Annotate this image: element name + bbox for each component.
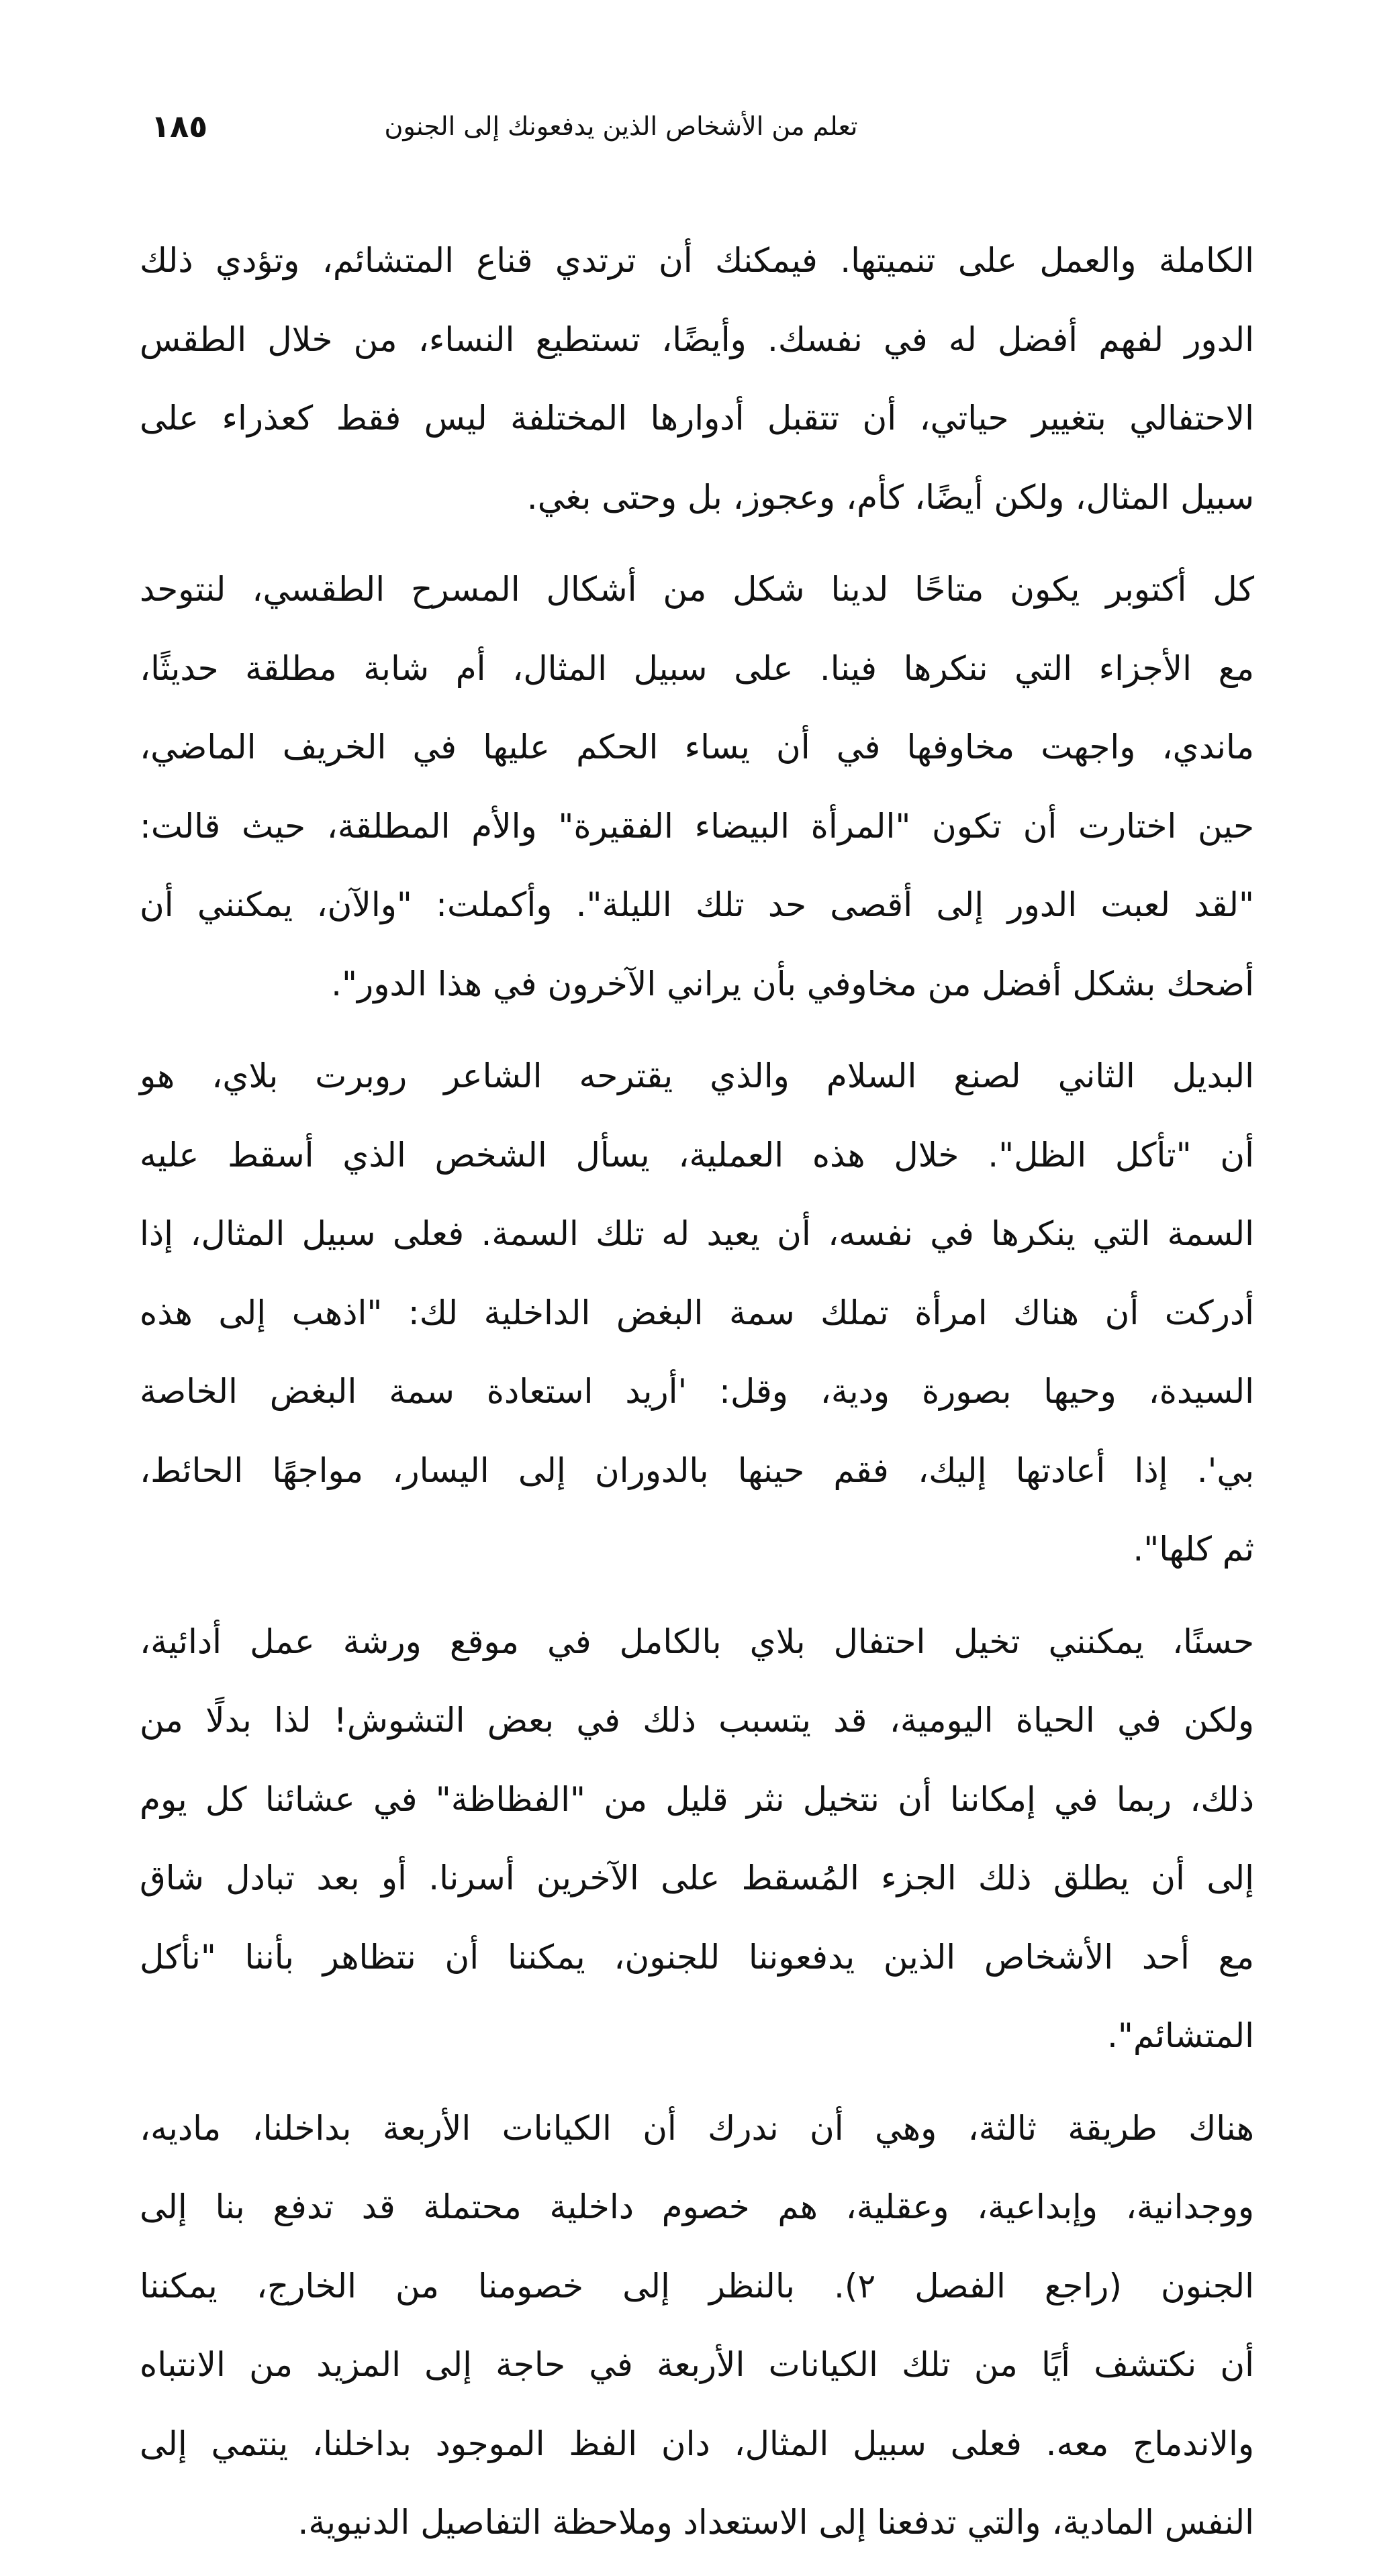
text-line: مع الأجزاء التي ننكرها فينا. على سبيل المثال، أم شابة مطلقة حديثًا، — [140, 648, 1254, 688]
text-line: إلى أن يطلق ذلك الجزء المُسقط على الآخرين أسرنا. أو بعد تبادل شاق — [140, 1859, 1254, 1897]
text-line: كل أكتوبر يكون متاحًا لدينا شكل من أشكال المسرح الطقسي، لنتوحد — [140, 570, 1254, 609]
text-line: ووجدانية، وإبداعية، وعقلية، هم خصوم داخلية محتملة قد تدفع بنا إلى — [140, 2187, 1254, 2226]
text-line: والاندماج معه. فعلى سبيل المثال، دان الفظ الموجود بداخلنا، ينتمي إلى — [140, 2424, 1254, 2463]
text-line: النفس المادية، والتي تدفعنا إلى الاستعداد وملاحظة التفاصيل الدنيوية. — [297, 2503, 1254, 2542]
paragraph — [140, 550, 1254, 1024]
text-line: بي'. إذا أعادتها إليك، فقم حينها بالدوران إلى اليسار، مواجهًا الحائط، — [140, 1450, 1254, 1490]
text-line: ذلك، ربما في إمكاننا أن نتخيل نثر قليل من "الفظاظة" في عشائنا كل يوم — [140, 1779, 1254, 1819]
text-line: السمة التي ينكرها في نفسه، أن يعيد له تلك السمة. فعلى سبيل المثال، إذا — [140, 1214, 1254, 1253]
text-line: الجنون (راجع الفصل ٢). بالنظر إلى خصومنا من الخارج، يمكننا — [140, 2266, 1254, 2306]
text-line: أضحك بشكل أفضل من مخاوفي بأن يراني الآخرون في هذا الدور". — [331, 964, 1254, 1003]
text-line: الدور لفهم أفضل له في نفسك. وأيضًا، تستطيع النساء، من خلال الطقس — [140, 319, 1254, 359]
text-line: المتشائم". — [1106, 2016, 1254, 2055]
text-line: البديل الثاني لصنع السلام والذي يقترحه الشاعر روبرت بلاي، هو — [140, 1056, 1254, 1095]
text-line: ولكن في الحياة اليومية، قد يتسبب ذلك في بعض التشوش! لذا بدلًا من — [140, 1701, 1254, 1740]
text-line: أن نكتشف أيًا من تلك الكيانات الأربعة في حاجة إلى المزيد من الانتباه — [140, 2345, 1254, 2384]
running-title: تعلم من الأشخاص الذين يدفعونك إلى الجنون — [384, 111, 858, 141]
page-body — [140, 221, 1254, 2576]
text-line: الاحتفالي بتغيير حياتي، أن تتقبل أدوارها المختلفة ليس فقط كعذراء على — [140, 399, 1254, 438]
text-line: مع أحد الأشخاص الذين يدفعوننا للجنون، يمكننا أن نتظاهر بأننا "نأكل — [140, 1937, 1254, 1977]
text-line: سبيل المثال، ولكن أيضًا، كأم، وعجوز، بل وحتى بغي. — [526, 477, 1254, 517]
page-header — [151, 99, 1225, 153]
paragraph — [140, 221, 1254, 537]
text-line: أدركت أن هناك امرأة تملك سمة البغض الداخلية لك: "اذهب إلى هذه — [140, 1293, 1254, 1332]
text-line: أن "تأكل الظل". خلال هذه العملية، يسأل الشخص الذي أسقط عليه — [140, 1135, 1254, 1175]
text-line: ثم كلها". — [1133, 1530, 1254, 1569]
text-line: السيدة، وحيها بصورة ودية، وقل: 'أريد استعادة سمة البغض الخاصة — [140, 1372, 1254, 1411]
paragraph — [140, 1603, 1254, 2076]
text-line: ماندي، واجهت مخاوفها في أن يساء الحكم عليها في الخريف الماضي، — [140, 728, 1254, 766]
text-line: الكاملة والعمل على تنميتها. فيمكنك أن ترتدي قناع المتشائم، وتؤدي ذلك — [140, 241, 1254, 280]
text-line: حسنًا، يمكنني تخيل احتفال بلاي بالكامل في موقع ورشة عمل أدائية، — [140, 1622, 1254, 1661]
text-line: حين اختارت أن تكون "المرأة البيضاء الفقيرة" والأم المطلقة، حيث قالت: — [140, 806, 1254, 846]
paragraph — [140, 1037, 1254, 1589]
text-line: هناك طريقة ثالثة، وهي أن ندرك أن الكيانات الأربعة بداخلنا، ماديه، — [140, 2108, 1254, 2148]
paragraph — [140, 2089, 1254, 2563]
text-line: "لقد لعبت الدور إلى أقصى حد تلك الليلة". وأكملت: "والآن، يمكنني أن — [140, 885, 1254, 924]
page-number: ١٨٥ — [151, 108, 208, 144]
